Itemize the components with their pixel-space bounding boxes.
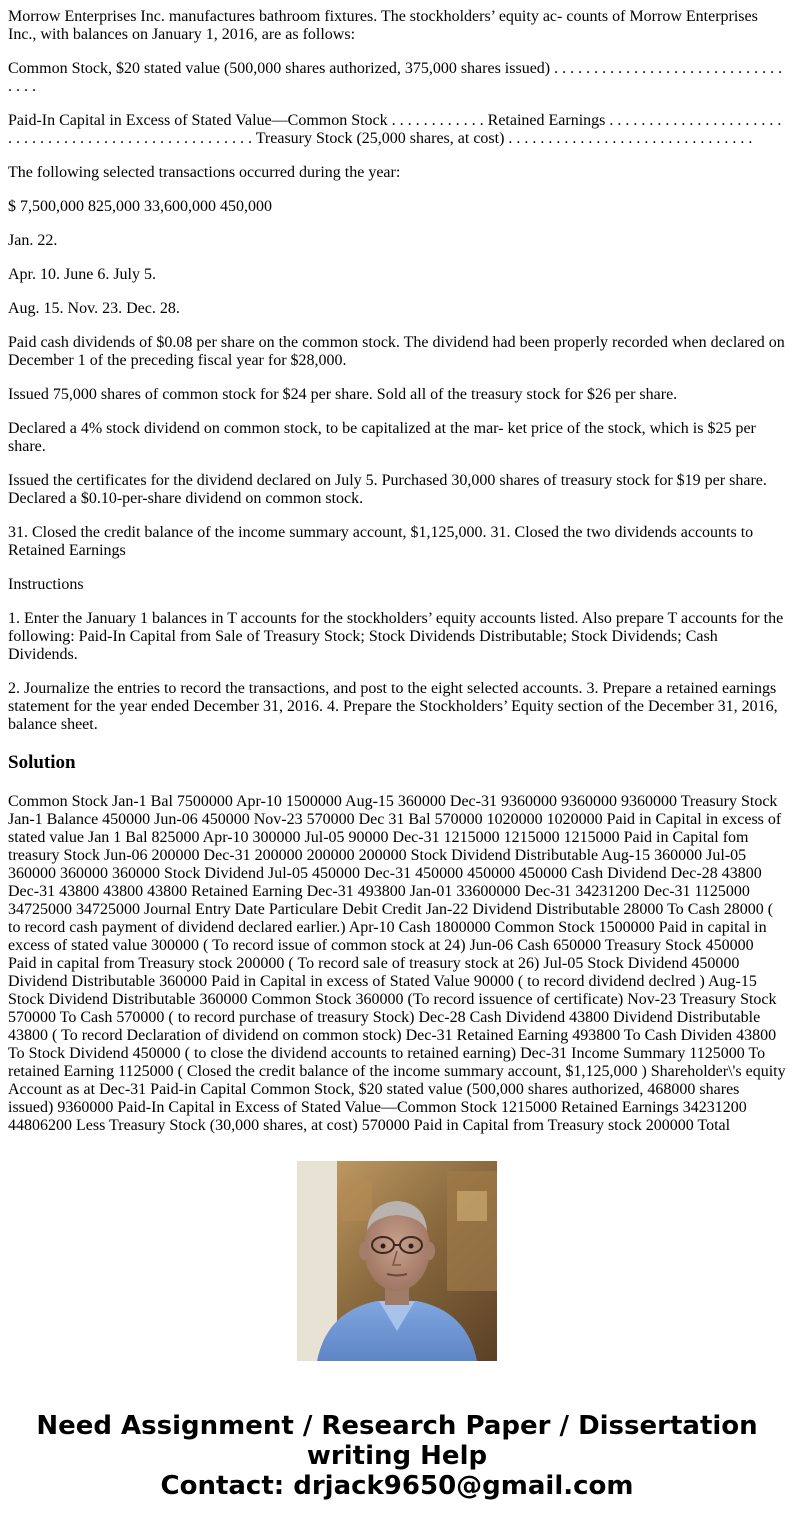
solution-heading: Solution [8, 752, 76, 773]
transaction-4: Issued the certificates for the dividend declared on July 5. Purchased 30,000 shares of treasury stock for $19 per share. Declared a $0.10-per-share dividend on common stock. [8, 472, 767, 507]
footer-contact: Contact: drjack9650@gmail.com [160, 1471, 634, 1501]
transaction-1: Paid cash dividends of $0.08 per share on the common stock. The dividend had been properly recorded when declared on December 1 of the preceding fiscal year for $28,000. [8, 334, 785, 369]
balances-line: $ 7,500,000 825,000 33,600,000 450,000 [8, 198, 272, 215]
transaction-3: Declared a 4% stock dividend on common stock, to be capitalized at the mar- ket price of the stock, which is $25 per share. [8, 420, 756, 455]
footer-cta [0, 1411, 794, 1501]
solution-body: Common Stock Jan-1 Bal 7500000 Apr-10 1500000 Aug-15 360000 Dec-31 9360000 9360000 9360000 Treasury Stock Jan-1 Balance 450000 Jun-06 450000 Nov-23 570000 Dec 31 Bal 570000 1020000 1020000 Paid in Capital in excess of stated value Jan 1 Bal 825000 Apr-10 300000 Jul-05 90000 Dec-31 1215000 1215000 1215000 Paid in Capital fom treasury Stock Jun-06 200000 Dec-31 200000 200000 200000 Stock Dividend Distributable Aug-15 360000 Jul-05 360000 360000 360000 Stock Dividend Jul-05 450000 Dec-31 450000 450000 450000 Cash Dividend Dec-28 43800 Dec-31 43800 43800 43800 Retained Earning Dec-31 493800 Jan-01 33600000 Dec-31 34231200 Dec-31 1125000 34725000 34725000 Journal Entry Date Particulare Debit Credit Jan-22 Dividend Distributable 28000 To Cash 28000 ( to record cash payment of dividend declared earlier.) Apr-10 Cash 1800000 Common Stock 1500000 Paid in capital in excess of stated value 300000 ( To record issue of common stock at 24) Jun-06 Cash 650000 Treasury Stock 450000 Paid in capital from Treasury stock 200000 ( To record sale of treasury stock at 26) Jul-05 Stock Dividend 450000 Dividend Distributable 360000 Paid in Capital in excess of Stated Value 90000 ( to record dividend declred ) Aug-15 Stock Dividend Distributable 360000 Common Stock 360000 (To record issuence of certificate) Nov-23 Treasury Stock 570000 To Cash 570000 ( to record purchase of treasury Stock) Dec-28 Cash Dividend 43800 Dividend Distributable 43800 ( To record Declaration of dividend on common stock) Dec-31 Retained Earning 493800 To Cash Dividen 43800 To Stock Dividend 450000 ( to close the dividend accounts to retained earning) Dec-31 Income Summary 1125000 To retained Earning 1125000 ( Closed the credit balance of the income summary account, $1,125,000 ) Shareholder\'s equity Account as at Dec-31 Paid-in Capital Common Stock, $20 stated value (500,000 shares authorized, 468000 shares issued) 9360000 Paid-In Capital in Excess of Stated Value—Common Stock 1215000 Retained Earnings 34231200 44806200 Less Treasury Stock (30,000 shares, at cost) 570000 Paid in Capital from Treasury stock 200000 Total [8, 793, 786, 1134]
footer-line-1: Need Assignment / Research Paper / Dissertation [36, 1411, 758, 1441]
instruction-1: 1. Enter the January 1 balances in T accounts for the stockholders’ equity accounts listed. Also prepare T accounts for the following: Paid-In Capital from Sale of Treasury Stock; Stock Dividends Distributable; Stock Dividends; Cash Dividends. [8, 610, 784, 663]
author-avatar [297, 1161, 497, 1361]
other-accounts-line: Paid-In Capital in Excess of Stated Value—Common Stock . . . . . . . . . . . . Retained Earnings . . . . . . . . . . . . . . . . . . . . . . . . . . . . . . . . . . . . . . . . . . . . . . . . . . . . . Treasury Stock (25,000 shares, at cost) . . . . . . . . . . . . . . . . . . . . . . . . . . . . . . . [8, 112, 782, 147]
intro-paragraph: Morrow Enterprises Inc. manufactures bathroom fixtures. The stockholders’ equity ac- counts of Morrow Enterprises Inc., with balances on January 1, 2016, are as follows: [8, 8, 758, 43]
date-line-1: Jan. 22. [8, 232, 58, 249]
question-content [0, 8, 794, 1134]
instructions-label: Instructions [8, 576, 84, 593]
author-portrait-image [297, 1161, 497, 1361]
date-line-2: Apr. 10. June 6. July 5. [8, 266, 156, 283]
date-line-3: Aug. 15. Nov. 23. Dec. 28. [8, 300, 180, 317]
transactions-intro: The following selected transactions occurred during the year: [8, 164, 401, 181]
instructions-2-4: 2. Journalize the entries to record the transactions, and post to the eight selected accounts. 3. Prepare a retained earnings statement for the year ended December 31, 2016. 4. Prepare the Stockholders’ Equity section of the December 31, 2016, balance sheet. [8, 680, 778, 733]
footer-line-2: writing Help [306, 1441, 488, 1471]
common-stock-line: Common Stock, $20 stated value (500,000 shares authorized, 375,000 shares issued) . . . . . . . . . . . . . . . . . . . . . . . . . . . . . . . . . [8, 60, 783, 95]
transaction-2: Issued 75,000 shares of common stock for $24 per share. Sold all of the treasury stock for $26 per share. [8, 386, 678, 403]
transaction-5: 31. Closed the credit balance of the income summary account, $1,125,000. 31. Closed the two dividends accounts to Retained Earnings [8, 524, 754, 559]
